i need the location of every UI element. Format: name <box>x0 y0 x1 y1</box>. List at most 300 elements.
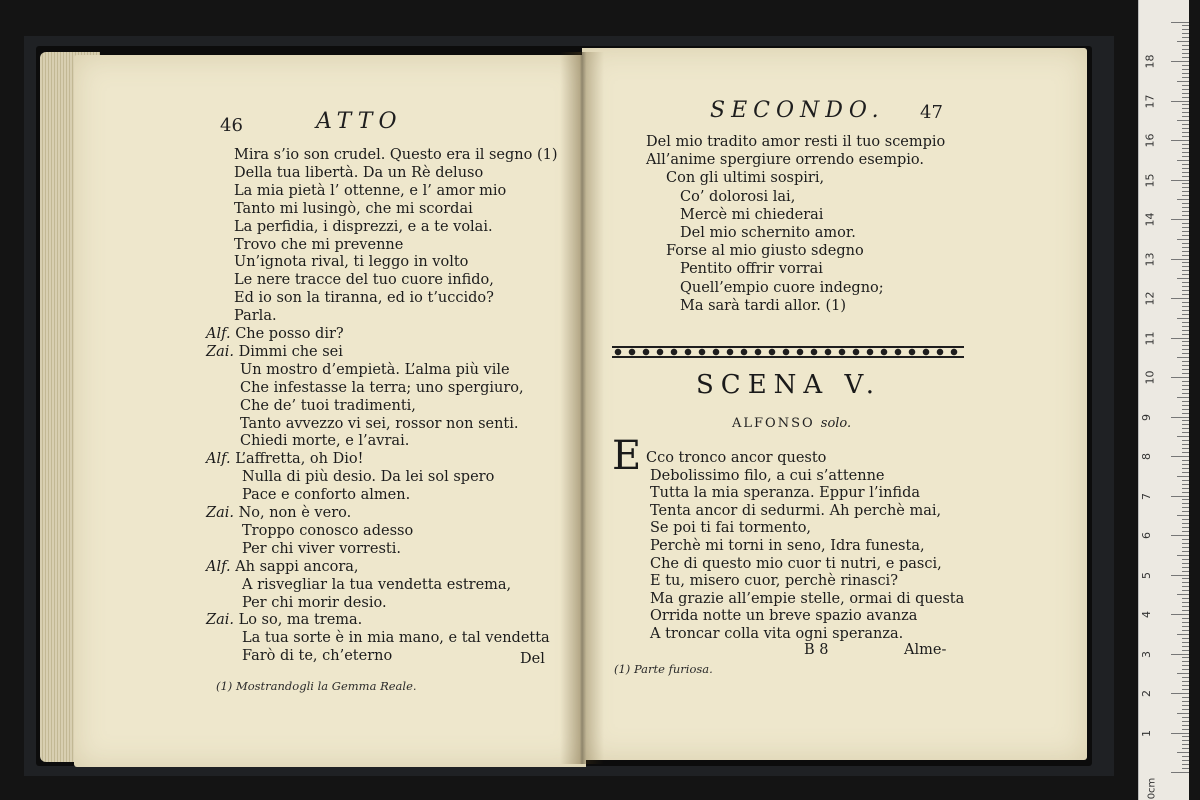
ruler-tick <box>1182 116 1189 117</box>
verse-text: Ed io son la tiranna, ed io t’uccido? <box>234 290 494 307</box>
ruler-tick <box>1182 247 1189 248</box>
ruler-tick <box>1182 401 1189 402</box>
ruler-tick <box>1182 65 1189 66</box>
verse-text: Che infestasse la terra; uno spergiuro, <box>240 379 524 396</box>
ruler-tick <box>1182 49 1189 50</box>
ruler-tick <box>1182 266 1189 267</box>
book-gutter <box>560 52 604 764</box>
verse-text: Un’ignota rival, ti leggo in volto <box>234 254 469 271</box>
verse-line <box>234 308 277 324</box>
ruler-tick <box>1182 571 1189 572</box>
ruler-tick <box>1182 460 1189 461</box>
verse-text: La mia pietà l’ ottenne, e l’ amor mio <box>234 182 507 199</box>
speaker-label: Zai. <box>206 612 239 629</box>
ruler-number: 10 <box>1143 370 1157 385</box>
ruler-tick <box>1182 464 1189 465</box>
ruler-number: 17 <box>1143 94 1157 108</box>
ruler-tick <box>1171 140 1189 141</box>
ruler-tick <box>1182 630 1189 631</box>
ruler-tick <box>1182 33 1189 34</box>
character-name: ALFONSO <box>732 416 815 431</box>
ruler-tick <box>1171 101 1189 102</box>
ruler-tick <box>1182 187 1189 188</box>
ruler-tick <box>1182 567 1189 568</box>
ruler-tick <box>1171 259 1189 260</box>
ruler-tick <box>1182 223 1189 224</box>
ruler-tick <box>1182 152 1189 153</box>
ruler-tick <box>1177 81 1189 82</box>
verse-text: Le nere tracce del tuo cuore infido, <box>234 272 494 289</box>
ruler-tick <box>1182 251 1189 252</box>
ruler-tick <box>1182 736 1189 737</box>
verse-text: Parla. <box>234 308 277 325</box>
verse-line <box>240 433 409 449</box>
ruler-tick <box>1182 547 1189 548</box>
ruler-tick <box>1182 480 1189 481</box>
ruler-tick <box>1182 725 1189 726</box>
left-page <box>74 55 586 767</box>
ruler-tick <box>1182 345 1189 346</box>
ruler-tick <box>1182 689 1189 690</box>
ruler-number: 12 <box>1143 291 1157 306</box>
verse-line <box>242 648 392 664</box>
verse-text: Chiedi morte, e l’avrai. <box>240 433 410 450</box>
ruler-tick <box>1182 211 1189 212</box>
verse-line <box>234 201 473 217</box>
ruler-number: 14 <box>1143 212 1157 227</box>
verse-text: Tanto mi lusingò, che mi scordai <box>234 200 473 217</box>
ruler-tick <box>1182 373 1189 374</box>
ruler-number: 11 <box>1143 331 1157 345</box>
ruler-tick <box>1182 227 1189 228</box>
verse-line <box>242 630 550 646</box>
ruler-tick <box>1182 361 1189 362</box>
ruler-tick <box>1177 752 1189 753</box>
ruler-tick <box>1182 551 1189 552</box>
ruler-number: 9 <box>1140 413 1153 421</box>
ruler-number: 6 <box>1140 532 1153 539</box>
ruler-tick <box>1182 207 1189 208</box>
ruler-tick <box>1171 772 1189 773</box>
ruler-tick <box>1182 286 1189 287</box>
speaker-label: Alf. <box>206 326 236 342</box>
ruler-tick <box>1182 389 1189 390</box>
ruler-tick <box>1182 341 1189 342</box>
ruler-tick <box>1182 302 1189 303</box>
left-running-head: ATTO <box>316 109 403 134</box>
verse-text: Lo so, ma trema. <box>238 612 363 629</box>
ruler-tick <box>1182 543 1189 544</box>
verse-text: No, non è vero. <box>238 505 352 521</box>
ruler-tick <box>1171 496 1189 497</box>
ruler-number: 3 <box>1140 650 1153 658</box>
verse-line <box>206 451 363 467</box>
ruler-tick <box>1182 69 1189 70</box>
ruler-tick <box>1182 37 1189 38</box>
ruler-tick <box>1182 306 1189 307</box>
prose-line: Che di questo mio cuor ti nutri, e pasci, <box>650 555 942 572</box>
ruler-tick <box>1182 559 1189 560</box>
ruler-tick <box>1182 638 1189 639</box>
ruler-tick <box>1182 112 1189 113</box>
ruler-tick <box>1182 721 1189 722</box>
verse-text: La tua sorte è in mia mano, e tal vendetta <box>242 630 550 647</box>
verse-line: Quell’empio cuore indegno; <box>680 279 884 296</box>
ruler-tick <box>1182 108 1189 109</box>
ruler-tick <box>1182 405 1189 406</box>
ruler-tick <box>1182 156 1189 157</box>
ruler-tick <box>1182 274 1189 275</box>
verse-line <box>242 595 387 611</box>
ruler-tick <box>1182 231 1189 232</box>
verse-text: Trovo che mi prevenne <box>234 236 404 253</box>
prose-line: Ma grazie all’empie stelle, ormai di questa <box>650 590 965 607</box>
speaker-label: Zai. <box>206 343 239 360</box>
verse-text: Che posso dir? <box>235 326 344 342</box>
speaker-label: Alf. <box>206 451 236 468</box>
ruler-tick <box>1182 314 1189 315</box>
ruler-tick <box>1177 634 1189 635</box>
ruler-tick <box>1182 626 1189 627</box>
ruler-tick <box>1182 468 1189 469</box>
ruler-tick <box>1182 492 1189 493</box>
ruler-tick <box>1182 748 1189 749</box>
verse-line <box>234 183 506 199</box>
stage-direction: solo. <box>820 416 852 431</box>
verse-line: Forse al mio giusto sdegno <box>666 243 864 260</box>
ruler-tick <box>1177 673 1189 674</box>
prose-line: Cco tronco ancor questo <box>646 450 827 466</box>
ruler-number: 18 <box>1143 54 1157 69</box>
verse-text: La perfidia, i disprezzi, e a te volai. <box>234 218 493 235</box>
prose-line: Tenta ancor di sedurmi. Ah perchè mai, <box>650 502 942 519</box>
verse-line <box>234 254 468 270</box>
ruler-tick <box>1177 199 1189 200</box>
right-page-number: 47 <box>920 102 943 123</box>
ruler-tick <box>1171 733 1189 734</box>
decorative-ornament-band <box>612 343 964 361</box>
ruler-tick <box>1171 575 1189 576</box>
ruler-tick <box>1182 282 1189 283</box>
ruler-tick <box>1177 239 1189 240</box>
ruler-tick <box>1182 531 1189 532</box>
ruler-tick <box>1177 318 1189 319</box>
ruler-tick <box>1171 535 1189 536</box>
ruler-tick <box>1182 444 1189 445</box>
ruler-tick <box>1182 740 1189 741</box>
ruler-number: 16 <box>1143 133 1157 148</box>
drop-cap: E <box>612 433 642 479</box>
ruler-tick <box>1182 330 1189 331</box>
ruler-tick <box>1182 420 1189 421</box>
ruler-tick <box>1182 448 1189 449</box>
verse-text: Nulla di più desio. Da lei sol spero <box>242 469 495 486</box>
ruler-number: 4 <box>1140 611 1153 618</box>
ruler-number: 5 <box>1140 571 1153 579</box>
ruler-tick <box>1182 642 1189 643</box>
ruler-tick <box>1182 657 1189 658</box>
ruler-tick <box>1182 768 1189 769</box>
verse-line <box>234 237 403 253</box>
speaker-label: Zai. <box>206 505 239 521</box>
ruler-tick <box>1182 432 1189 433</box>
right-page <box>582 48 1087 760</box>
ruler-tick <box>1182 203 1189 204</box>
ruler-tick <box>1182 519 1189 520</box>
verse-line <box>240 416 519 432</box>
ruler-tick <box>1171 614 1189 615</box>
ruler-tick <box>1177 120 1189 121</box>
ruler-tick <box>1182 705 1189 706</box>
verse-line: Pentito offrir vorrai <box>680 261 823 278</box>
ruler-tick <box>1182 499 1189 500</box>
ruler-tick <box>1182 97 1189 98</box>
ruler-tick <box>1182 104 1189 105</box>
ruler-tick <box>1182 25 1189 26</box>
ruler-tick <box>1182 665 1189 666</box>
ruler-tick <box>1171 377 1189 378</box>
ruler-tick <box>1182 756 1189 757</box>
ruler-tick <box>1171 693 1189 694</box>
ruler-tick <box>1182 669 1189 670</box>
ruler-tick <box>1182 507 1189 508</box>
verse-text: Mira s’io son crudel. Questo era il segno (1) <box>234 147 558 163</box>
left-page-number: 46 <box>220 115 243 136</box>
ruler-tick <box>1182 578 1189 579</box>
ruler-tick <box>1182 183 1189 184</box>
ruler-tick <box>1182 717 1189 718</box>
ruler-tick <box>1177 476 1189 477</box>
right-running-head: SECONDO. <box>710 98 885 123</box>
ruler-tick <box>1182 661 1189 662</box>
verse-line <box>206 326 344 342</box>
verse-line <box>234 272 494 288</box>
signature-mark: B 8 <box>804 642 829 658</box>
prose-line: Tutta la mia speranza. Eppur l’infida <box>650 485 921 502</box>
ruler-tick <box>1171 338 1189 339</box>
verse-text: Che de’ tuoi tradimenti, <box>240 397 416 414</box>
verse-line <box>206 612 362 628</box>
ruler-tick <box>1182 428 1189 429</box>
ruler-tick <box>1182 527 1189 528</box>
verse-line <box>234 165 483 181</box>
verse-text: Tanto avvezzo vi sei, rossor non senti. <box>240 415 519 432</box>
ruler-tick <box>1182 310 1189 311</box>
verse-line <box>240 362 510 378</box>
ruler-tick <box>1182 523 1189 524</box>
ruler-tick <box>1182 215 1189 216</box>
ruler-tick <box>1182 764 1189 765</box>
ruler-tick <box>1182 503 1189 504</box>
ruler-tick <box>1182 353 1189 354</box>
ruler-tick <box>1182 235 1189 236</box>
ruler-tick <box>1177 160 1189 161</box>
ruler-tick <box>1182 393 1189 394</box>
ruler-number: 13 <box>1143 252 1157 266</box>
verse-line <box>242 577 511 593</box>
verse-line <box>242 541 401 557</box>
ruler-tick <box>1171 219 1189 220</box>
ruler-tick <box>1177 397 1189 398</box>
ruler-tick <box>1182 646 1189 647</box>
ruler-tick <box>1182 144 1189 145</box>
ruler-tick <box>1182 349 1189 350</box>
ruler-tick <box>1182 590 1189 591</box>
verse-text: Per chi morir desio. <box>242 594 387 611</box>
ruler-tick <box>1182 262 1189 263</box>
ruler-tick <box>1182 57 1189 58</box>
ruler-tick <box>1182 539 1189 540</box>
ruler-tick <box>1182 172 1189 173</box>
ruler-number: 8 <box>1140 453 1153 460</box>
ruler-tick <box>1177 555 1189 556</box>
ruler-tick <box>1182 602 1189 603</box>
ruler-tick <box>1182 760 1189 761</box>
verse-line <box>240 398 416 414</box>
ruler-tick <box>1182 586 1189 587</box>
ruler-tick <box>1182 424 1189 425</box>
ruler-tick <box>1182 729 1189 730</box>
character-heading <box>732 416 851 431</box>
ruler-tick <box>1182 290 1189 291</box>
ruler-tick <box>1182 440 1189 441</box>
verse-text: Pace e conforto almen. <box>242 487 411 504</box>
ruler-tick <box>1171 654 1189 655</box>
ruler-number: 2 <box>1140 690 1153 697</box>
scene-title: SCENA V. <box>696 370 881 400</box>
ruler-tick <box>1182 294 1189 295</box>
verse-line <box>240 380 524 396</box>
verse-text: L’affretta, oh Dio! <box>235 451 364 468</box>
verse-line <box>234 147 558 163</box>
ruler-tick <box>1182 93 1189 94</box>
ruler-tick <box>1182 369 1189 370</box>
ruler-tick <box>1182 452 1189 453</box>
verse-line: Del mio schernito amor. <box>680 225 856 241</box>
ruler-tick <box>1182 45 1189 46</box>
ruler-tick <box>1182 243 1189 244</box>
ruler-tick <box>1182 365 1189 366</box>
ruler-tick <box>1177 357 1189 358</box>
verse-line <box>206 505 351 521</box>
ruler-tick <box>1182 681 1189 682</box>
verse-text: Per chi viver vorresti. <box>242 540 401 557</box>
ruler-tick <box>1182 413 1189 414</box>
ruler-number: 15 <box>1143 173 1157 187</box>
ruler-tick <box>1182 582 1189 583</box>
ruler-tick <box>1182 136 1189 137</box>
ruler-tick <box>1177 713 1189 714</box>
ruler-tick <box>1182 322 1189 323</box>
ruler-tick <box>1182 610 1189 611</box>
ruler-tick <box>1182 488 1189 489</box>
verse-line <box>206 559 359 575</box>
ruler-tick <box>1182 381 1189 382</box>
ruler-tick <box>1182 622 1189 623</box>
verse-line <box>242 523 413 539</box>
verse-line <box>234 219 493 235</box>
ruler-tick <box>1182 148 1189 149</box>
ruler-tick <box>1182 176 1189 177</box>
ruler-tick <box>1182 709 1189 710</box>
ruler-tick <box>1171 298 1189 299</box>
ruler-tick <box>1182 195 1189 196</box>
ruler-tick <box>1182 409 1189 410</box>
ruler-tick <box>1182 618 1189 619</box>
ruler-tick <box>1182 385 1189 386</box>
ruler-tick <box>1182 132 1189 133</box>
ruler-number: 7 <box>1140 492 1153 500</box>
ruler-tick <box>1182 29 1189 30</box>
prose-line: Perchè mi torni in seno, Idra funesta, <box>650 538 925 554</box>
verse-line: Mercè mi chiederai <box>680 206 824 223</box>
verse-text: Troppo conosco adesso <box>242 522 414 539</box>
ruler-tick <box>1182 685 1189 686</box>
ruler-tick <box>1182 744 1189 745</box>
ruler-tick <box>1171 61 1189 62</box>
ruler-tick <box>1182 89 1189 90</box>
ruler-tick <box>1182 191 1189 192</box>
verse-text: Un mostro d’empietà. L’alma più vile <box>240 361 510 378</box>
ruler-tick <box>1182 326 1189 327</box>
ruler-tick <box>1182 701 1189 702</box>
ruler-tick <box>1177 41 1189 42</box>
ruler-tick <box>1177 278 1189 279</box>
ruler-tick <box>1171 22 1189 23</box>
prose-line: E tu, misero cuor, perchè rinasci? <box>650 573 898 590</box>
ruler-tick <box>1182 164 1189 165</box>
ruler-tick <box>1177 515 1189 516</box>
ruler-tick <box>1177 594 1189 595</box>
ruler-tick <box>1182 85 1189 86</box>
ruler-tick <box>1182 472 1189 473</box>
ruler-tick <box>1182 128 1189 129</box>
ruler-number: 1 <box>1140 729 1153 737</box>
ruler-tick <box>1182 484 1189 485</box>
ruler-tick <box>1182 168 1189 169</box>
ruler-tick <box>1182 598 1189 599</box>
verse-line: Con gli ultimi sospiri, <box>666 170 825 187</box>
ruler-tick <box>1182 270 1189 271</box>
ruler-tick <box>1171 180 1189 181</box>
ruler-unit-label: 0cm <box>1146 777 1158 800</box>
ruler-tick <box>1182 255 1189 256</box>
prose-line: A troncar colla vita ogni speranza. <box>650 626 904 642</box>
ruler-tick <box>1182 563 1189 564</box>
verse-line: All’anime spergiure orrendo esempio. <box>646 152 925 169</box>
verse-text: Farò di te, ch’eterno <box>242 648 393 665</box>
verse-text: Della tua libertà. Da un Rè deluso <box>234 164 484 181</box>
ruler-tick <box>1182 124 1189 125</box>
ruler-tick <box>1182 53 1189 54</box>
ruler-tick <box>1182 650 1189 651</box>
speaker-label: Alf. <box>206 558 236 575</box>
ruler-tick <box>1177 436 1189 437</box>
ruler-tick <box>1182 606 1189 607</box>
ruler-tick <box>1182 677 1189 678</box>
right-footnote: (1) Parte furiosa. <box>614 662 713 676</box>
prose-line: Orrida notte un breve spazio avanza <box>650 608 918 625</box>
verse-line: Del mio tradito amor resti il tuo scempio <box>646 134 946 150</box>
left-footnote: (1) Mostrandogli la Gemma Reale. <box>216 679 417 693</box>
prose-line: Se poi ti fai tormento, <box>650 520 812 537</box>
verse-text: Ah sappi ancora, <box>235 558 359 575</box>
ruler-tick <box>1171 456 1189 457</box>
ruler-tick <box>1182 511 1189 512</box>
left-catchword: Del <box>520 651 545 667</box>
verse-line <box>242 487 410 503</box>
verse-text: Dimmi che sei <box>238 343 343 360</box>
